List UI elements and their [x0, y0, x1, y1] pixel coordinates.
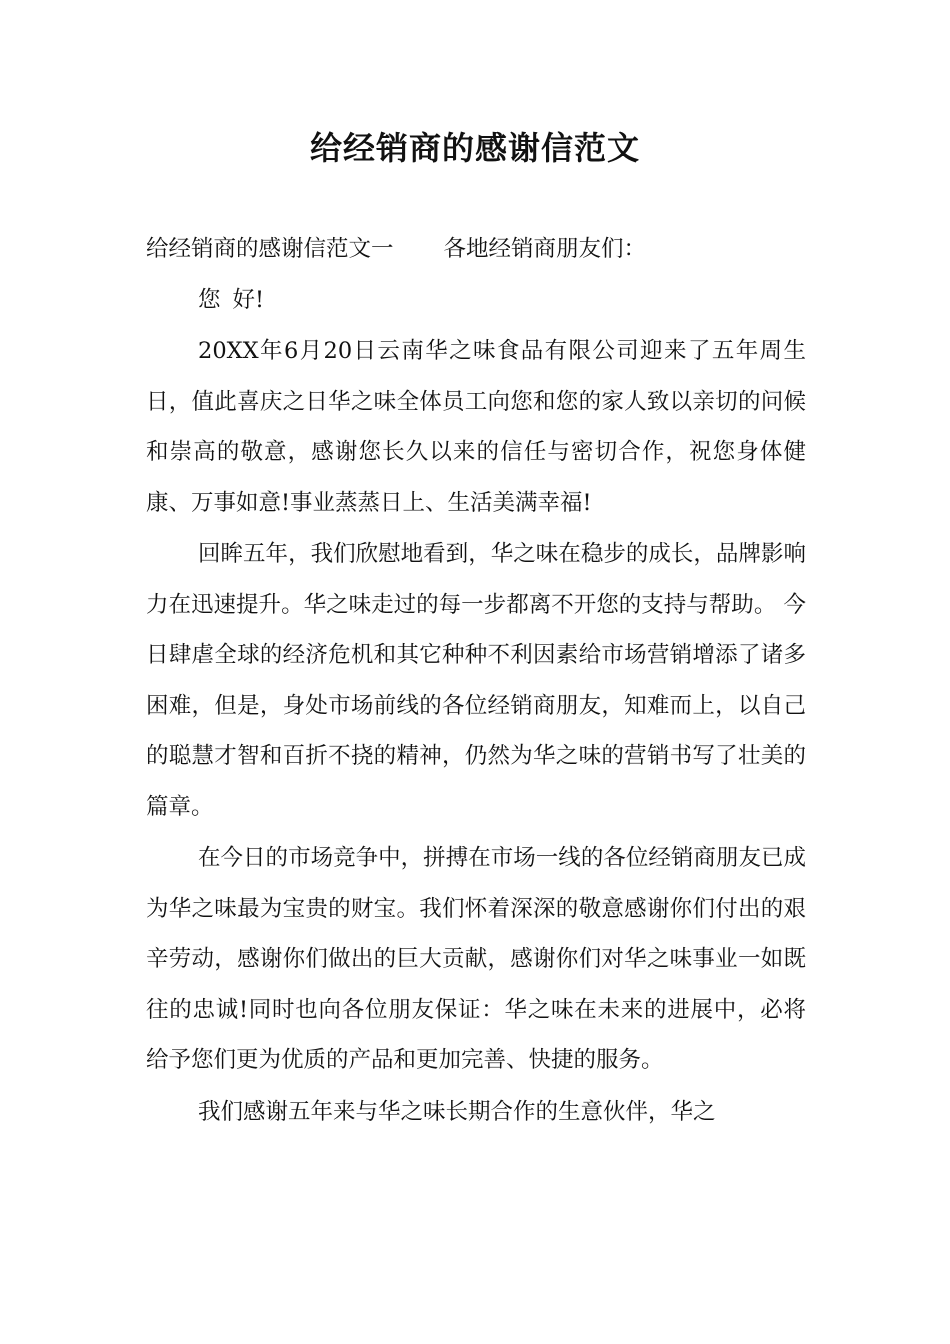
document-body — [146, 224, 806, 1137]
paragraph-3: 在今日的市场竞争中，拼搏在市场一线的各位经销商朋友已成为华之味最为宝贵的财宝。我们怀着深深的敬意感谢你们付出的艰辛劳动，感谢你们做出的巨大贡献，感谢你们对华之味事业一如既往的忠诚!同时也向各位朋友保证：华之味在未来的进展中，必将给予您们更为优质的产品和更加完善、快捷的服务。 — [146, 845, 806, 1073]
greeting-part-1: 您 — [198, 286, 221, 313]
greeting-part-2: 好! — [232, 286, 265, 313]
salutation-line — [146, 224, 806, 275]
paragraph-2: 回眸五年，我们欣慰地看到，华之味在稳步的成长，品牌影响力在迅速提升。华之味走过的每一步都离不开您的支持与帮助。 今日肆虐全球的经济危机和其它种种不利因素给市场营销增添了诸多困难，但是，身处市场前线的各位经销商朋友，知难而上，以自己的聪慧才智和百折不挠的精神，仍然为华之味的营销书写了壮美的篇章。 — [146, 541, 806, 820]
paragraph-4: 我们感谢五年来与华之味长期合作的生意伙伴，华之 — [198, 1098, 716, 1125]
greeting-line — [146, 275, 806, 326]
document-title: 给经销商的感谢信范文 — [309, 129, 640, 167]
paragraph-1: 20XX年6月20日云南华之味食品有限公司迎来了五年周生日，值此喜庆之日华之味全体员工向您和您的家人致以亲切的问候和崇高的敬意，感谢您长久以来的信任与密切合作，祝您身体健康、万事如意!事业蒸蒸日上、生活美满幸福! — [146, 338, 806, 516]
recipient-line: 各地经销商朋友们： — [443, 236, 647, 262]
letter-heading: 给经销商的感谢信范文一 — [146, 236, 394, 262]
